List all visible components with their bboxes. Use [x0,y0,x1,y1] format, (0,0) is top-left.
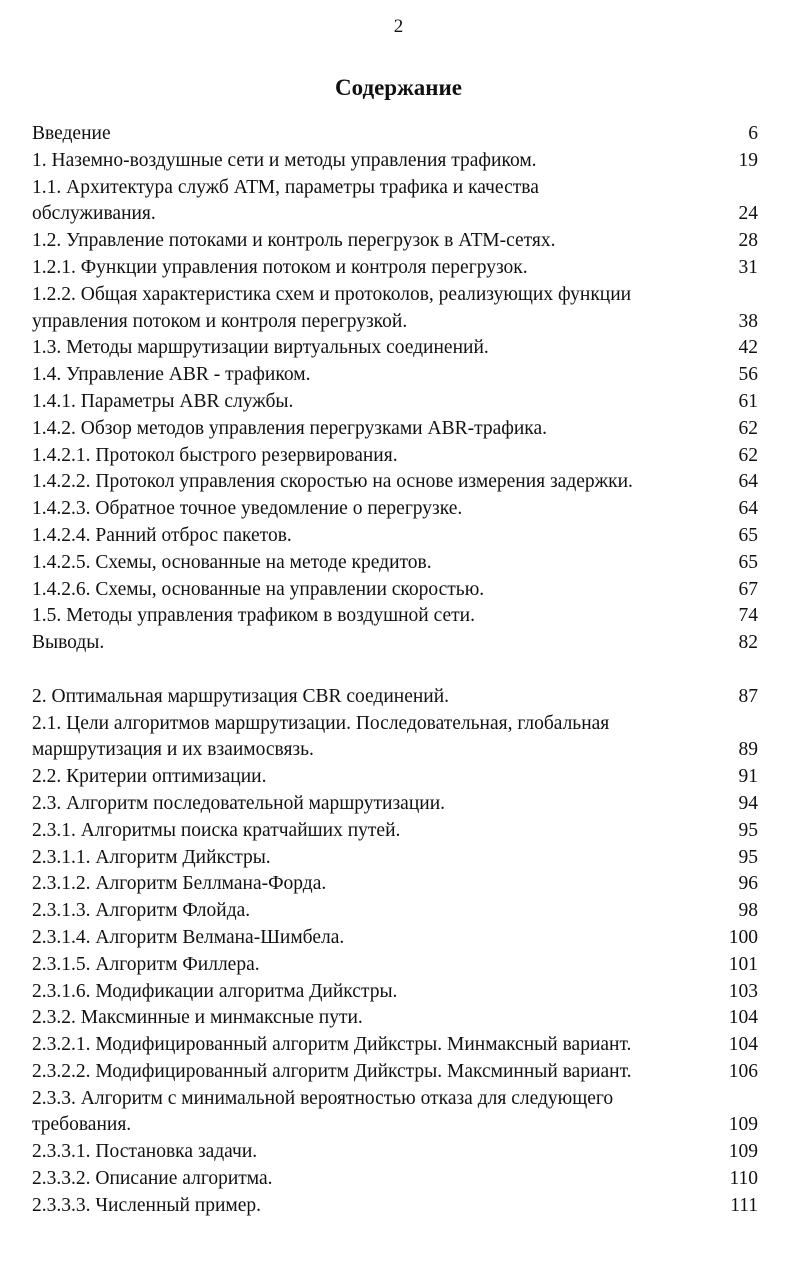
toc-entry-page: 64 [738,498,758,520]
toc-entry-title: 1.4.2.3. Обратное точное уведомление о перегрузке. [32,498,463,520]
toc-entry [32,764,758,791]
toc-entry [32,416,758,443]
table-of-contents [32,121,758,1220]
toc-entry-title: 2.3.1.3. Алгоритм Флойда. [32,900,251,922]
toc-entry-page: 87 [738,685,758,707]
toc-entry-title: 2.3.1. Алгоритмы поиска кратчайших путей. [32,819,401,841]
toc-entry-page: 109 [728,1141,758,1163]
section-gap [32,657,758,684]
toc-entry [32,175,758,229]
page-title: Содержание [335,75,462,100]
toc-entry-line: 2.3.3. Алгоритм с минимальной вероятностью отказа для следующего [32,1087,614,1109]
toc-entry-page: 65 [738,551,758,573]
toc-entry-page: 101 [728,953,758,975]
toc-entry-title: 2.3.3.2. Описание алгоритма. [32,1168,273,1190]
toc-entry [32,1032,758,1059]
toc-entry-line: требования. [32,1114,132,1136]
toc-entry-title: 2.3.1.6. Модификации алгоритма Дийкстры. [32,980,398,1002]
toc-entry [32,1139,758,1166]
toc-entry-page: 91 [738,766,758,788]
toc-entry [32,469,758,496]
toc-entry-page: 100 [728,926,758,948]
toc-entry-title [32,175,710,229]
toc-entry-page: 106 [728,1060,758,1082]
toc-entry [32,630,758,657]
toc-entry-page: 6 [748,123,758,144]
toc-entry-page: 111 [730,1194,758,1216]
toc-entry-line: 1.1. Архитектура служб АТМ, параметры трафика и качества [32,176,539,198]
toc-entry-title: 1. Наземно-воздушные сети и методы управления трафиком. [32,149,537,171]
toc-entry [32,496,758,523]
toc-entry [32,979,758,1006]
toc-entry [32,121,758,148]
toc-entry-page: 94 [738,792,758,814]
toc-entry-title: 2.3.1.5. Алгоритм Филлера. [32,953,260,975]
toc-entry-title: 2.3.3.3. Численный пример. [32,1194,262,1216]
toc-entry-title: 2.3.3.1. Постановка задачи. [32,1141,258,1163]
toc-entry-page: 24 [738,203,758,225]
toc-entry-line: обслуживания. [32,203,156,225]
toc-entry-page: 109 [728,1114,758,1136]
toc-entry-title: 2.3.1.1. Алгоритм Дийкстры. [32,846,271,868]
toc-entry [32,1059,758,1086]
toc-entry-page: 65 [738,524,758,546]
toc-entry-title: 2.3.2.2. Модифицированный алгоритм Дийкстры. Максминный вариант. [32,1060,632,1082]
toc-entry-page: 38 [738,310,758,332]
toc-entry-title [32,1086,710,1140]
toc-entry-page: 82 [738,632,758,654]
toc-entry-page: 61 [738,390,758,412]
toc-entry-line: маршрутизация и их взаимосвязь. [32,739,314,761]
toc-entry [32,255,758,282]
toc-entry-page: 104 [728,1034,758,1056]
toc-entry-page: 98 [738,900,758,922]
toc-entry-line: 1.2.2. Общая характеристика схем и протоколов, реализующих функции [32,283,632,305]
toc-entry-page: 62 [738,417,758,439]
toc-entry-page: 67 [738,578,758,600]
page-number: 2 [393,16,404,37]
toc-entry-title [32,282,710,336]
toc-entry-title: 2.3.2.1. Модифицированный алгоритм Дийкстры. Минмаксный вариант. [32,1034,632,1056]
toc-entry-title: 2.2. Критерии оптимизации. [32,766,267,788]
toc-entry [32,925,758,952]
toc-entry [32,1005,758,1032]
toc-entry-title: Выводы. [32,632,105,654]
toc-entry [32,1166,758,1193]
toc-entry-page: 95 [738,846,758,868]
toc-entry-page: 89 [738,739,758,761]
toc-entry [32,871,758,898]
toc-entry-title: 1.4.2. Обзор методов управления перегрузками ABR-трафика. [32,417,548,439]
toc-entry-title: 1.4.2.5. Схемы, основанные на методе кредитов. [32,551,432,573]
toc-entry [32,711,758,765]
toc-entry [32,603,758,630]
toc-entry-title: 1.4.2.1. Протокол быстрого резервирования. [32,444,398,466]
toc-entry [32,523,758,550]
toc-entry [32,443,758,470]
toc-entry [32,335,758,362]
toc-entry-line: 2.1. Цели алгоритмов маршрутизации. Последовательная, глобальная [32,712,610,734]
toc-entry-title: 1.4.1. Параметры ABR службы. [32,390,294,412]
toc-entry-page: 19 [738,149,758,171]
toc-entry-page: 110 [729,1168,758,1190]
toc-entry-title: 2.3.1.4. Алгоритм Велмана-Шимбела. [32,926,345,948]
toc-entry-title: 2.3.2. Максминные и минмаксные пути. [32,1007,363,1029]
toc-entry-page: 74 [738,605,758,627]
toc-entry [32,845,758,872]
toc-entry [32,952,758,979]
toc-entry [32,282,758,336]
toc-entry [32,791,758,818]
toc-entry-page: 103 [728,980,758,1002]
toc-entry [32,389,758,416]
toc-entry [32,1193,758,1220]
toc-entry [32,818,758,845]
toc-entry-line: управления потоком и контроля перегрузкой. [32,310,408,332]
toc-entry-title: Введение [32,123,111,144]
toc-entry-title: 1.3. Методы маршрутизации виртуальных соединений. [32,337,489,359]
toc-entry-page: 56 [738,364,758,386]
toc-entry-page: 31 [738,256,758,278]
toc-entry-title: 2. Оптимальная маршрутизация CBR соединений. [32,685,450,707]
toc-entry [32,577,758,604]
toc-entry [32,148,758,175]
toc-entry [32,362,758,389]
toc-entry-page: 96 [738,873,758,895]
toc-entry-page: 95 [738,819,758,841]
toc-entry-title: 2.3.1.2. Алгоритм Беллмана-Форда. [32,873,327,895]
toc-entry [32,898,758,925]
toc-entry-page: 42 [738,337,758,359]
toc-entry [32,228,758,255]
toc-entry-page: 62 [738,444,758,466]
toc-entry-title: 1.4.2.2. Протокол управления скоростью на основе измерения задержки. [32,471,633,493]
toc-entry-title: 1.4.2.4. Ранний отброс пакетов. [32,524,292,546]
toc-entry-title [32,711,710,765]
toc-entry [32,1086,758,1140]
toc-entry-title: 1.4.2.6. Схемы, основанные на управлении скоростью. [32,578,485,600]
toc-entry-title: 1.2. Управление потоками и контроль перегрузок в АТМ-сетях. [32,230,556,252]
toc-entry-title: 1.4. Управление ABR - трафиком. [32,364,311,386]
toc-entry-title: 2.3. Алгоритм последовательной маршрутизации. [32,792,446,814]
toc-entry [32,550,758,577]
toc-entry-page: 28 [738,230,758,252]
toc-entry-title: 1.2.1. Функции управления потоком и контроля перегрузок. [32,256,528,278]
toc-entry [32,684,758,711]
toc-entry-page: 104 [728,1007,758,1029]
toc-entry-page: 64 [738,471,758,493]
toc-entry-title: 1.5. Методы управления трафиком в воздушной сети. [32,605,475,627]
